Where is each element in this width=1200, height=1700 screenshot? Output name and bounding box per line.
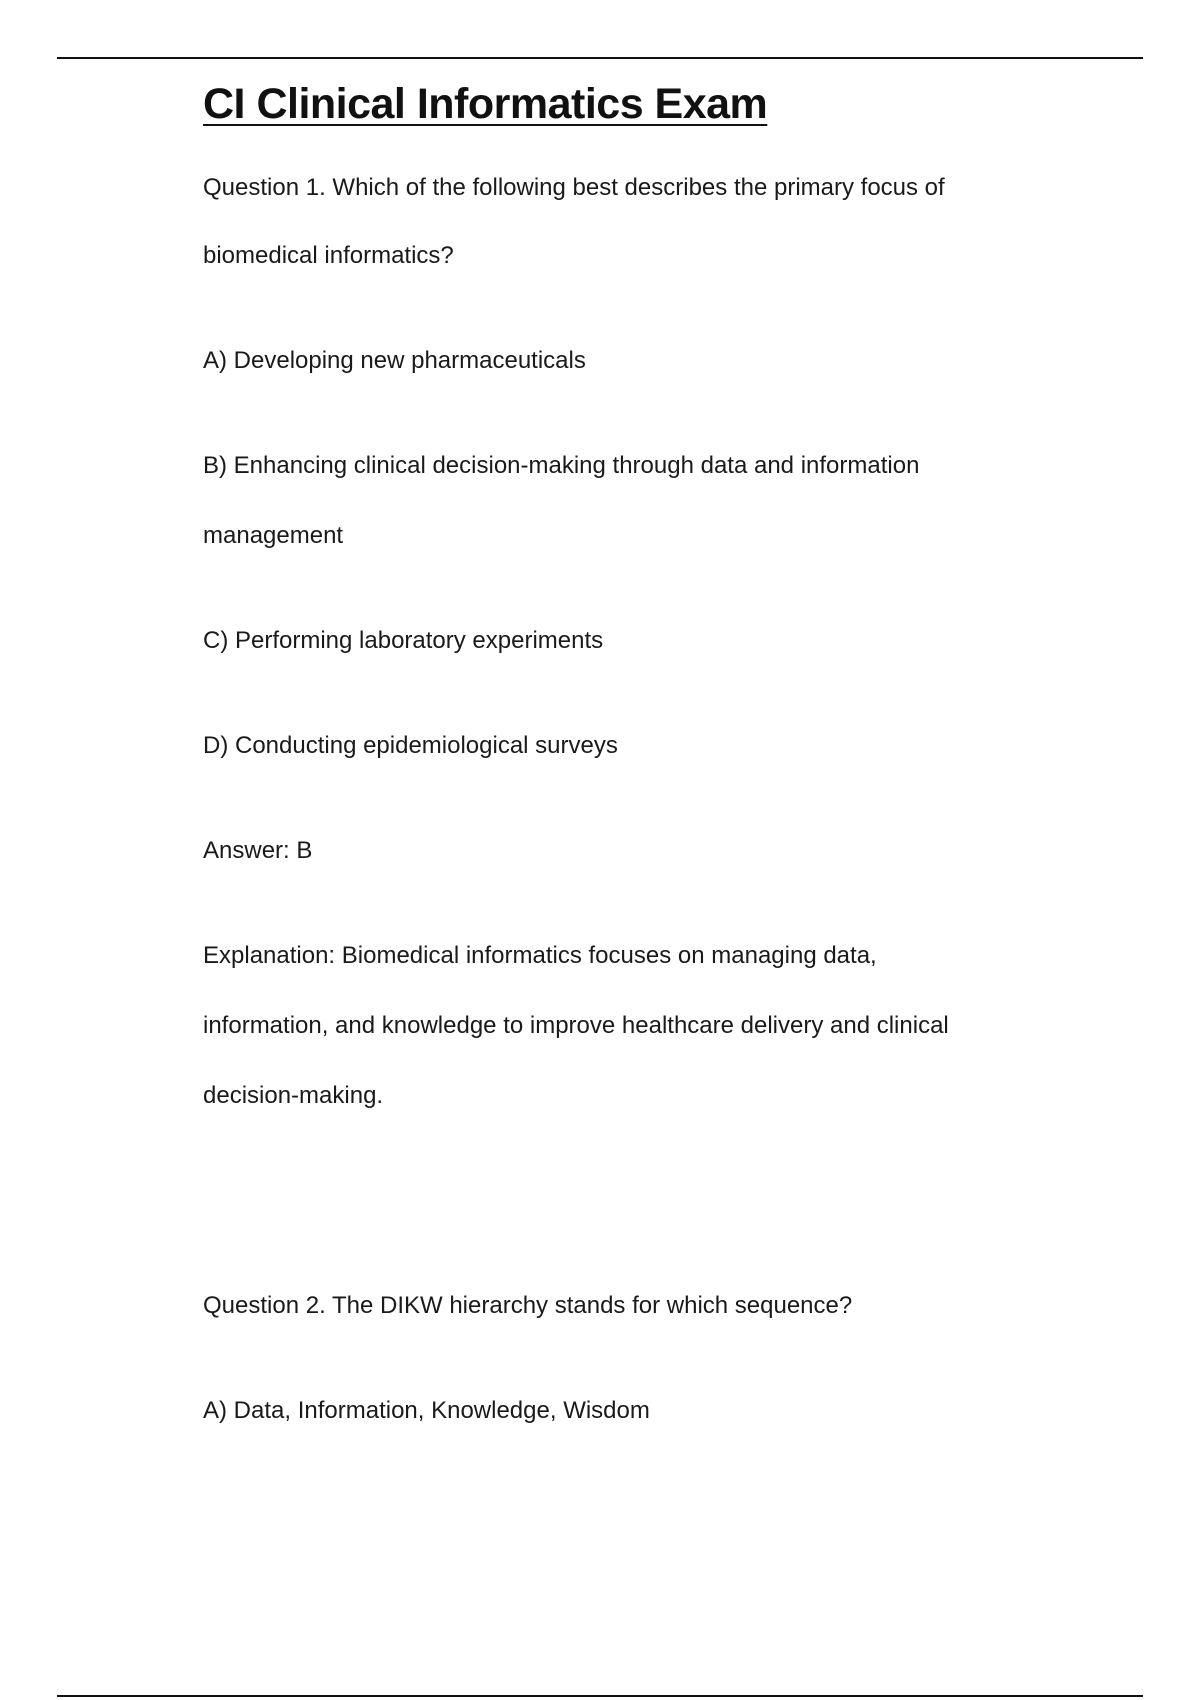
question-1-option-b-line-1: B) Enhancing clinical decision-making through data and information (203, 452, 920, 479)
question-1-explanation-line-3: decision-making. (203, 1082, 384, 1109)
question-1-option-c: C) Performing laboratory experiments (203, 627, 604, 654)
question-1-option-b-line-2: management (203, 522, 344, 549)
question-2-option-a: A) Data, Information, Knowledge, Wisdom (203, 1397, 650, 1424)
question-1-stem-line-1: Question 1. Which of the following best describes the primary focus of (203, 174, 945, 201)
footer-rule (57, 1695, 1143, 1697)
document-title: CI Clinical Informatics Exam (203, 80, 768, 128)
question-1-stem-line-2: biomedical informatics? (203, 242, 454, 269)
question-1-explanation-line-1: Explanation: Biomedical informatics focuses on managing data, (203, 942, 877, 969)
header-rule (57, 57, 1143, 59)
question-2-stem-line-1: Question 2. The DIKW hierarchy stands for which sequence? (203, 1292, 853, 1319)
question-1-explanation-line-2: information, and knowledge to improve healthcare delivery and clinical (203, 1012, 949, 1039)
question-1-answer: Answer: B (203, 837, 313, 864)
question-1-option-a: A) Developing new pharmaceuticals (203, 347, 586, 374)
question-1-option-d: D) Conducting epidemiological surveys (203, 732, 618, 759)
